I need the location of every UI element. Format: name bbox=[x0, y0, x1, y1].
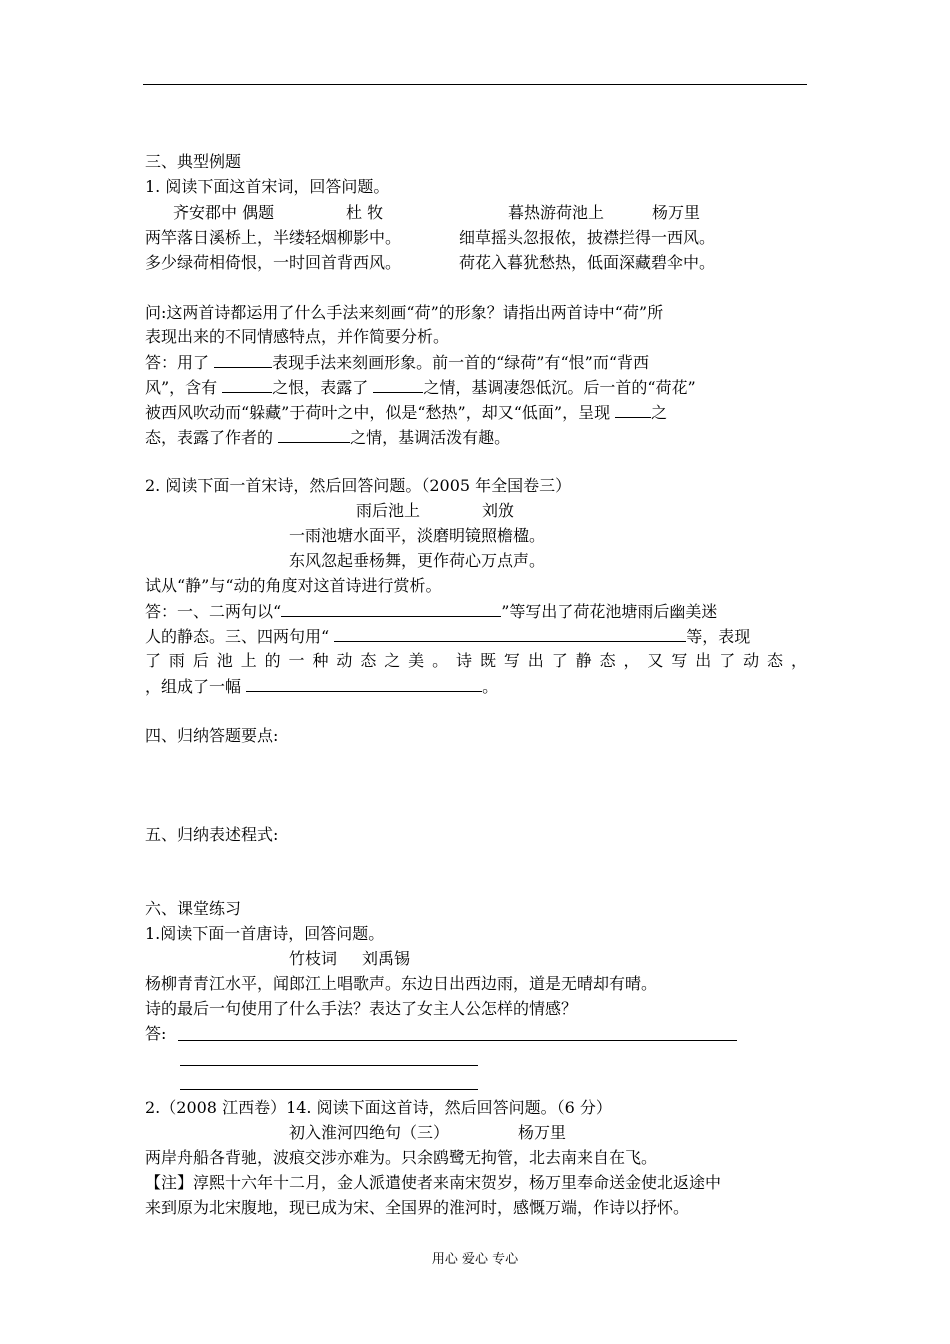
ex1-answer-line[interactable] bbox=[180, 1089, 478, 1090]
q1-answer-line3 bbox=[145, 402, 667, 423]
answer-text: 之恨，表露了 bbox=[272, 378, 374, 397]
poem2-line1: 细草摇头忽报侬，披襟拦得一西风。 bbox=[459, 228, 716, 247]
q2-answer-line3: 了雨后池上的一种动态之美。诗既写出了静态，又写出了动态， bbox=[145, 651, 807, 670]
poem2-title: 暮热游荷池上 bbox=[508, 203, 605, 222]
section-4-heading: 四、归纳答题要点: bbox=[145, 726, 279, 745]
q2-poem-line2: 东风忽起垂杨舞，更作荷心万点声。 bbox=[289, 551, 546, 570]
ex2-note-line1: 【注】淳熙十六年十二月，金人派遣使者来南宋贺岁，杨万里奉命送金使北返途中 bbox=[145, 1173, 722, 1192]
poem1-title: 齐安郡中 偶题 bbox=[173, 203, 275, 222]
section-5-heading: 五、归纳表述程式: bbox=[145, 825, 279, 844]
section-3-heading: 三、典型例题 bbox=[145, 152, 242, 171]
answer-blank[interactable] bbox=[281, 601, 501, 617]
answer-text: 答：用了 bbox=[145, 353, 215, 372]
q2-poem-author: 刘攽 bbox=[482, 501, 515, 520]
header-rule bbox=[143, 84, 807, 85]
ex1-poem-author: 刘禹锡 bbox=[362, 949, 411, 968]
q2-task: 试从“静”与“动的角度对这首诗进行赏析。 bbox=[145, 576, 442, 595]
ex2-poem-title: 初入淮河四绝句（三） bbox=[289, 1123, 450, 1142]
ex2-intro: 2.（2008 江西卷）14. 阅读下面这首诗，然后回答问题。（6 分） bbox=[145, 1098, 612, 1117]
ex1-poem: 杨柳青青江水平，闻郎江上唱歌声。东边日出西边雨，道是无晴却有晴。 bbox=[145, 974, 658, 993]
ex1-question: 诗的最后一句使用了什么手法？表达了女主人公怎样的情感？ bbox=[145, 999, 578, 1018]
q2-poem-title: 雨后池上 bbox=[356, 501, 421, 520]
answer-text: 态，表露了作者的 bbox=[145, 428, 279, 447]
answer-text: 表现手法来刻画形象。前一首的“绿荷”有“恨”而“背西 bbox=[272, 353, 649, 372]
poem1-author: 杜 牧 bbox=[346, 203, 384, 222]
answer-text: 。 bbox=[482, 677, 499, 696]
answer-blank[interactable] bbox=[278, 427, 350, 443]
q1-question-line2: 表现出来的不同情感特点，并作简要分析。 bbox=[145, 327, 450, 346]
answer-blank[interactable] bbox=[222, 377, 272, 393]
answer-blank[interactable] bbox=[373, 377, 423, 393]
answer-text: ，组成了一幅 bbox=[145, 677, 247, 696]
answer-text: 被西风吹动而“躲藏”于荷叶之中，似是“愁热”，却又“低面”，呈现 bbox=[145, 403, 616, 422]
answer-text: ”等写出了荷花池塘雨后幽美迷 bbox=[501, 602, 718, 621]
q1-intro: 1. 阅读下面这首宋词，回答问题。 bbox=[145, 177, 390, 196]
ex1-answer-line[interactable] bbox=[180, 1065, 478, 1066]
answer-blank[interactable] bbox=[334, 626, 686, 642]
answer-text: 之情，基调活泼有趣。 bbox=[350, 428, 511, 447]
q1-answer-line2 bbox=[145, 377, 696, 398]
answer-blank[interactable] bbox=[246, 676, 482, 692]
answer-text: 等，表现 bbox=[686, 627, 751, 646]
q1-answer-line1 bbox=[145, 352, 649, 373]
answer-blank[interactable] bbox=[615, 402, 651, 418]
ex2-note-line2: 来到原为北宋腹地，现已成为宋、全国界的淮河时，感慨万端，作诗以抒怀。 bbox=[145, 1198, 690, 1217]
ex1-intro: 1.阅读下面一首唐诗，回答问题。 bbox=[145, 924, 385, 943]
answer-text: 人的静态。三、四两句用“ bbox=[145, 627, 335, 646]
q2-answer-line1 bbox=[145, 601, 717, 622]
answer-text: 风”，含有 bbox=[145, 378, 223, 397]
ex1-answer-label: 答: bbox=[145, 1024, 167, 1043]
answer-text: 之情，基调凄怨低沉。后一首的“荷花” bbox=[423, 378, 696, 397]
ex2-poem-author: 杨万里 bbox=[518, 1123, 567, 1142]
q1-answer-line4 bbox=[145, 427, 510, 448]
answer-text: 答：一、二两句以“ bbox=[145, 602, 282, 621]
q2-poem-line1: 一雨池塘水面平，淡磨明镜照檐楹。 bbox=[289, 526, 546, 545]
poem1-line1: 两竿落日溪桥上，半缕轻烟柳影中。 bbox=[145, 228, 402, 247]
section-6-heading: 六、课堂练习 bbox=[145, 899, 242, 918]
answer-text: 之 bbox=[651, 403, 668, 422]
ex1-poem-title: 竹枝词 bbox=[289, 949, 338, 968]
ex1-answer-line[interactable] bbox=[178, 1040, 737, 1041]
page-footer: 用心 爱心 专心 bbox=[431, 1252, 519, 1267]
ex2-poem: 两岸舟船各背驰，波痕交涉亦难为。只余鸥鹭无拘管，北去南来自在飞。 bbox=[145, 1148, 658, 1167]
q2-intro: 2. 阅读下面一首宋诗，然后回答问题。（2005 年全国卷三） bbox=[145, 476, 572, 495]
q2-answer-line2 bbox=[145, 626, 750, 647]
poem2-line2: 荷花入暮犹愁热，低面深藏碧伞中。 bbox=[459, 253, 716, 272]
poem1-line2: 多少绿荷相倚恨，一时回首背西风。 bbox=[145, 253, 402, 272]
answer-blank[interactable] bbox=[214, 352, 272, 368]
q2-answer-line4 bbox=[145, 676, 498, 697]
q1-question-line1: 问:这两首诗都运用了什么手法来刻画“荷”的形象？请指出两首诗中“荷”所 bbox=[145, 303, 664, 322]
poem2-author: 杨万里 bbox=[652, 203, 701, 222]
